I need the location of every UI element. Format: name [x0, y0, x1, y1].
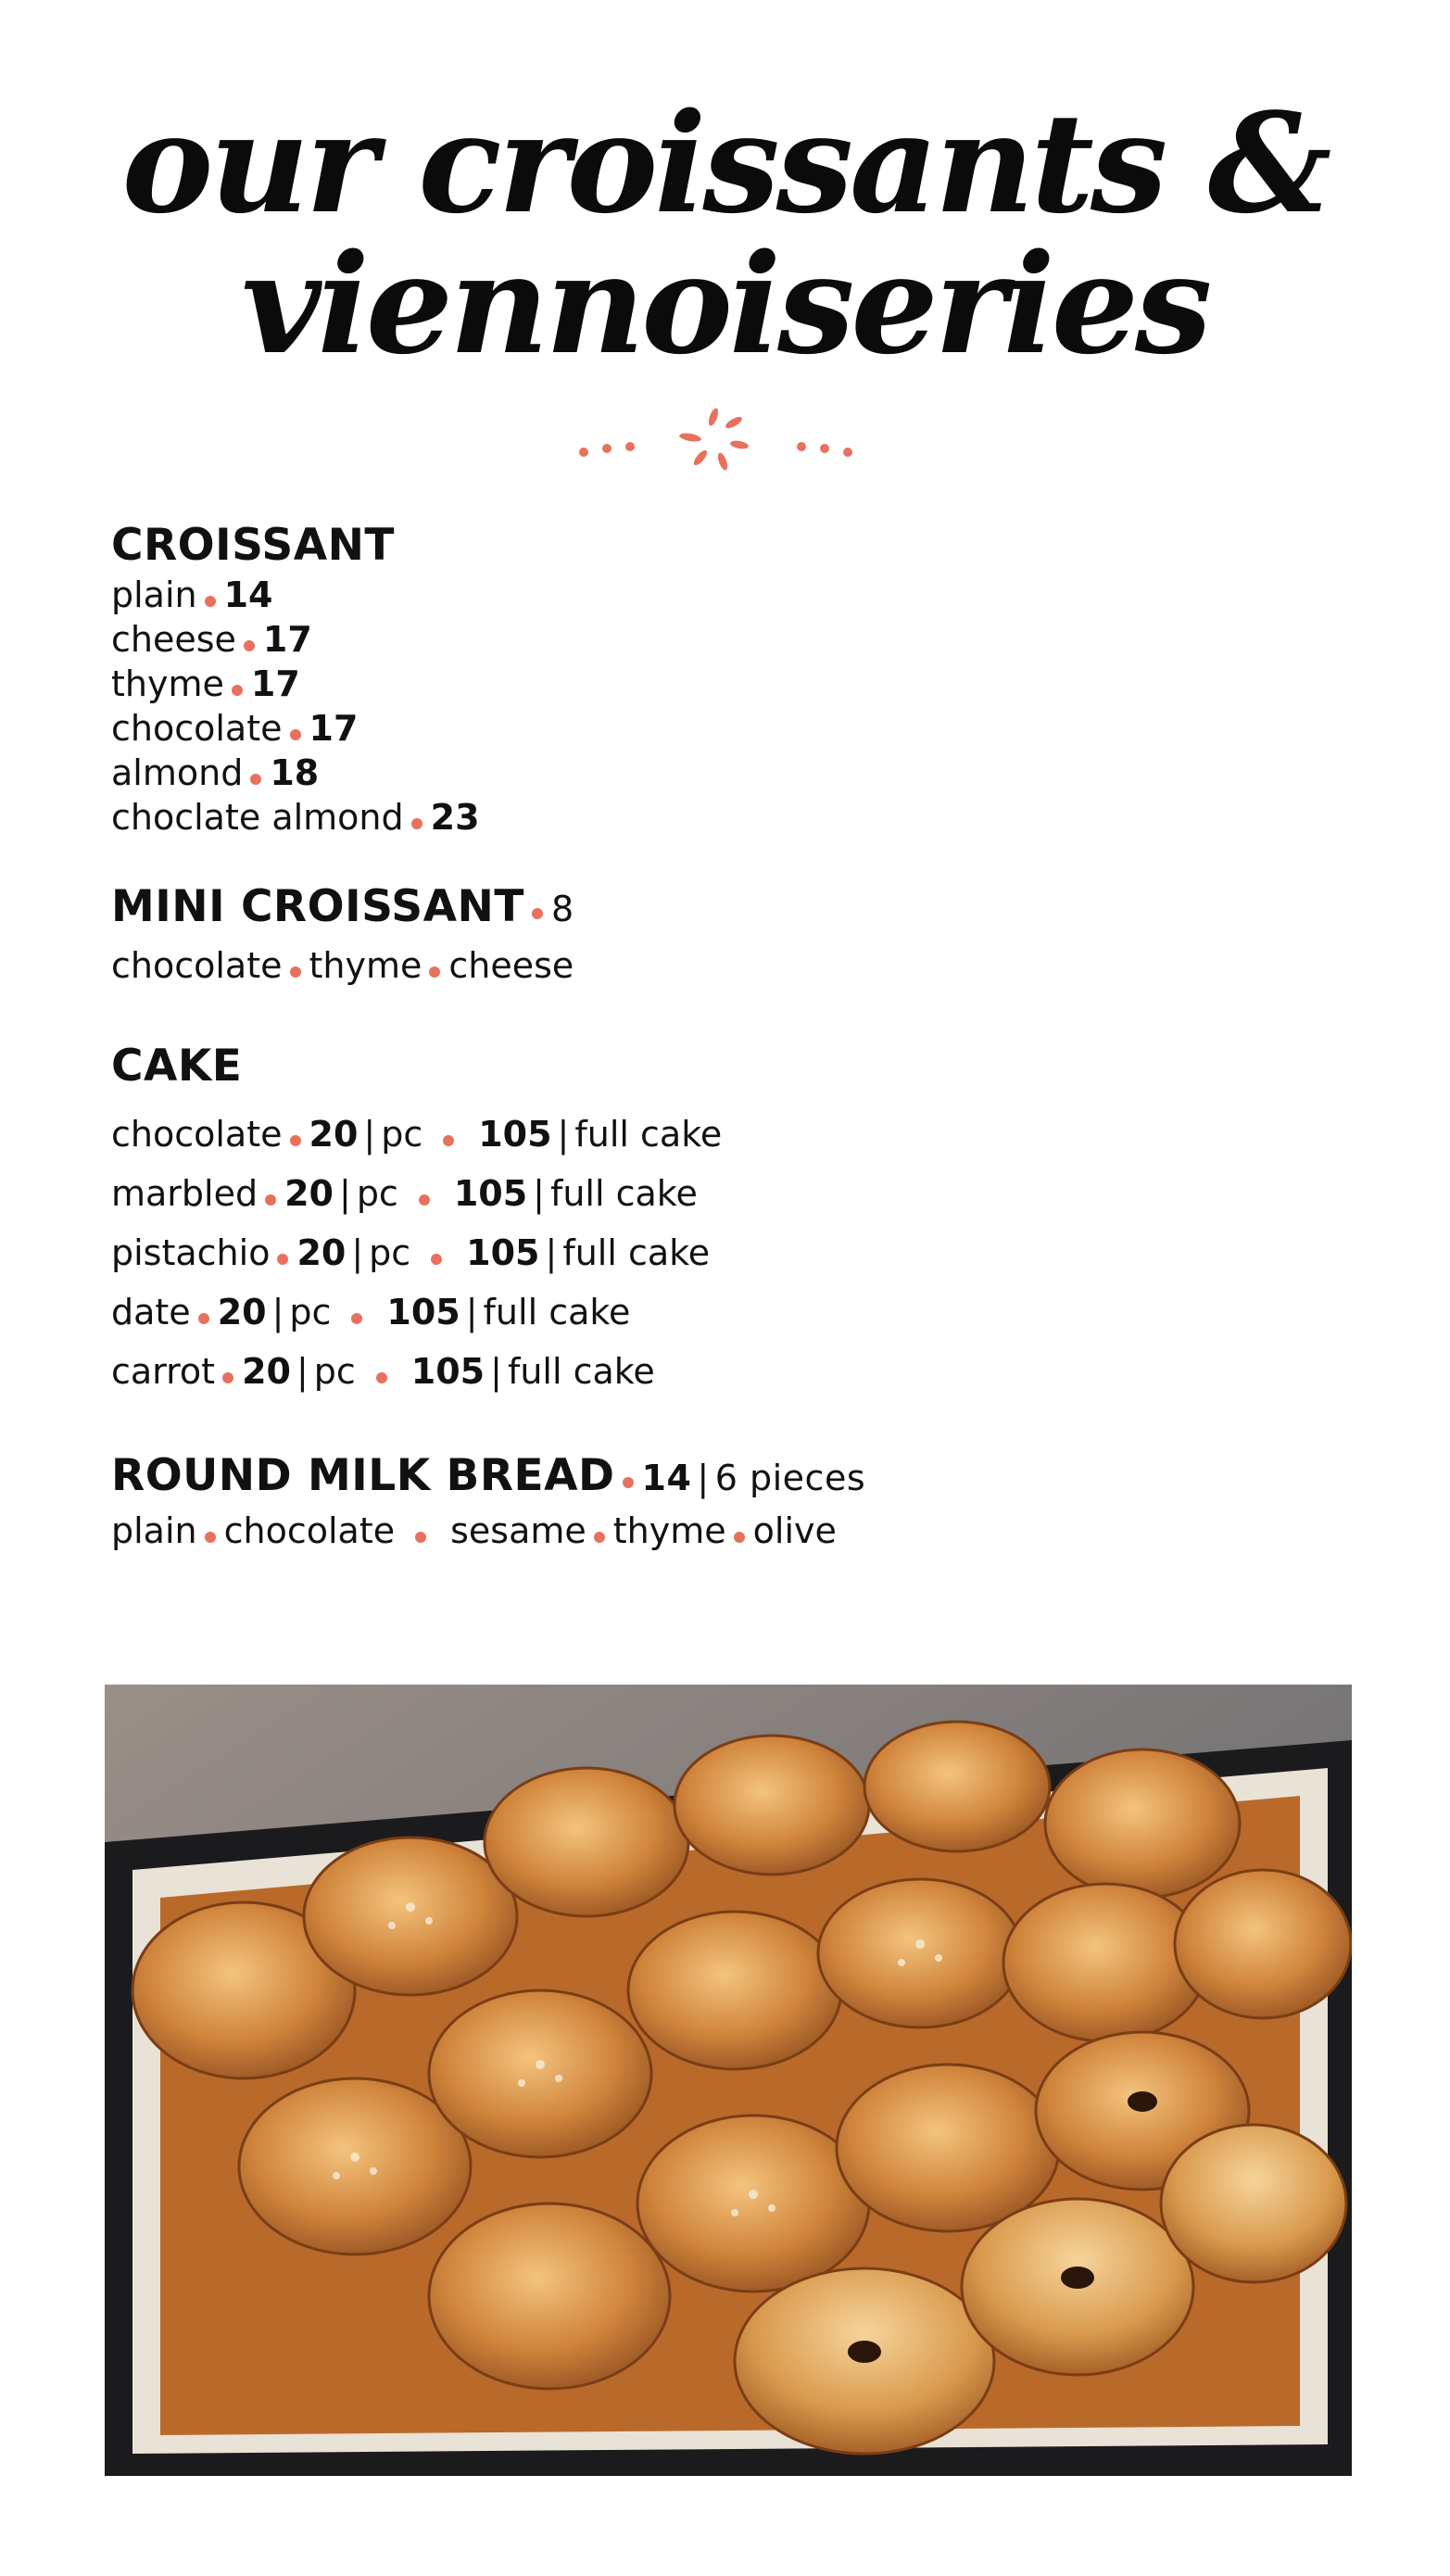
dot-separator — [205, 1532, 216, 1543]
dot-separator — [415, 1532, 426, 1543]
dot-separator — [734, 1532, 745, 1543]
list-item: chocolate 20 | pc 105 | full cake — [111, 1114, 723, 1155]
milk-bread-heading: ROUND MILK BREAD 14 | 6 pieces — [111, 1450, 866, 1501]
croissant-heading: CROISSANT — [111, 520, 395, 571]
dot-separator — [623, 1477, 634, 1488]
list-item: pistachio 20 | pc 105 | full cake — [111, 1232, 711, 1273]
dot-separator — [198, 1313, 209, 1324]
list-item: chocolate 17 — [111, 708, 359, 749]
dot-separator — [532, 908, 543, 919]
milk-bread-section — [111, 1449, 1316, 1553]
dot-separator — [376, 1372, 387, 1383]
dot-separator — [205, 596, 216, 607]
croissant-section — [111, 519, 1316, 840]
menu-content — [111, 519, 1316, 1553]
flourish-divider — [574, 408, 889, 473]
list-item: cheese 17 — [111, 619, 312, 660]
pastries-photo — [105, 1685, 1352, 2476]
mini-croissant-section — [111, 880, 1316, 988]
mini-croissant-flavors: chocolate thyme cheese — [111, 945, 574, 986]
dot-separator — [232, 685, 243, 696]
dot-separator — [250, 774, 261, 785]
title-line-2: viennoiseries — [241, 223, 1209, 385]
mini-croissant-heading: MINI CROISSANT 8 — [111, 881, 574, 932]
dot-separator — [351, 1313, 362, 1324]
list-item: choclate almond 23 — [111, 797, 480, 838]
cake-section — [111, 1040, 1316, 1401]
dot-separator — [222, 1372, 233, 1383]
dot-separator — [290, 729, 301, 740]
dot-separator — [431, 1254, 442, 1265]
dot-separator — [429, 966, 440, 978]
milk-bread-flavors: plain chocolate sesame thyme olive — [111, 1510, 837, 1551]
page-title — [0, 82, 1450, 385]
dot-separator — [244, 640, 255, 651]
list-item: plain 14 — [111, 575, 273, 615]
dot-separator — [277, 1254, 288, 1265]
dot-separator — [290, 1135, 301, 1146]
dot-separator — [265, 1194, 276, 1206]
list-item: date 20 | pc 105 | full cake — [111, 1292, 631, 1332]
dot-separator — [594, 1532, 605, 1543]
list-item: almond 18 — [111, 752, 320, 793]
dot-separator — [443, 1135, 454, 1146]
dot-separator — [411, 818, 422, 829]
dot-separator — [290, 966, 301, 978]
list-item: carrot 20 | pc 105 | full cake — [111, 1351, 655, 1392]
list-item: thyme 17 — [111, 663, 300, 704]
dot-separator — [419, 1194, 430, 1206]
title-line-1: our croissants & — [121, 82, 1329, 244]
list-item: marbled 20 | pc 105 | full cake — [111, 1173, 698, 1214]
cake-heading: CAKE — [111, 1041, 243, 1092]
